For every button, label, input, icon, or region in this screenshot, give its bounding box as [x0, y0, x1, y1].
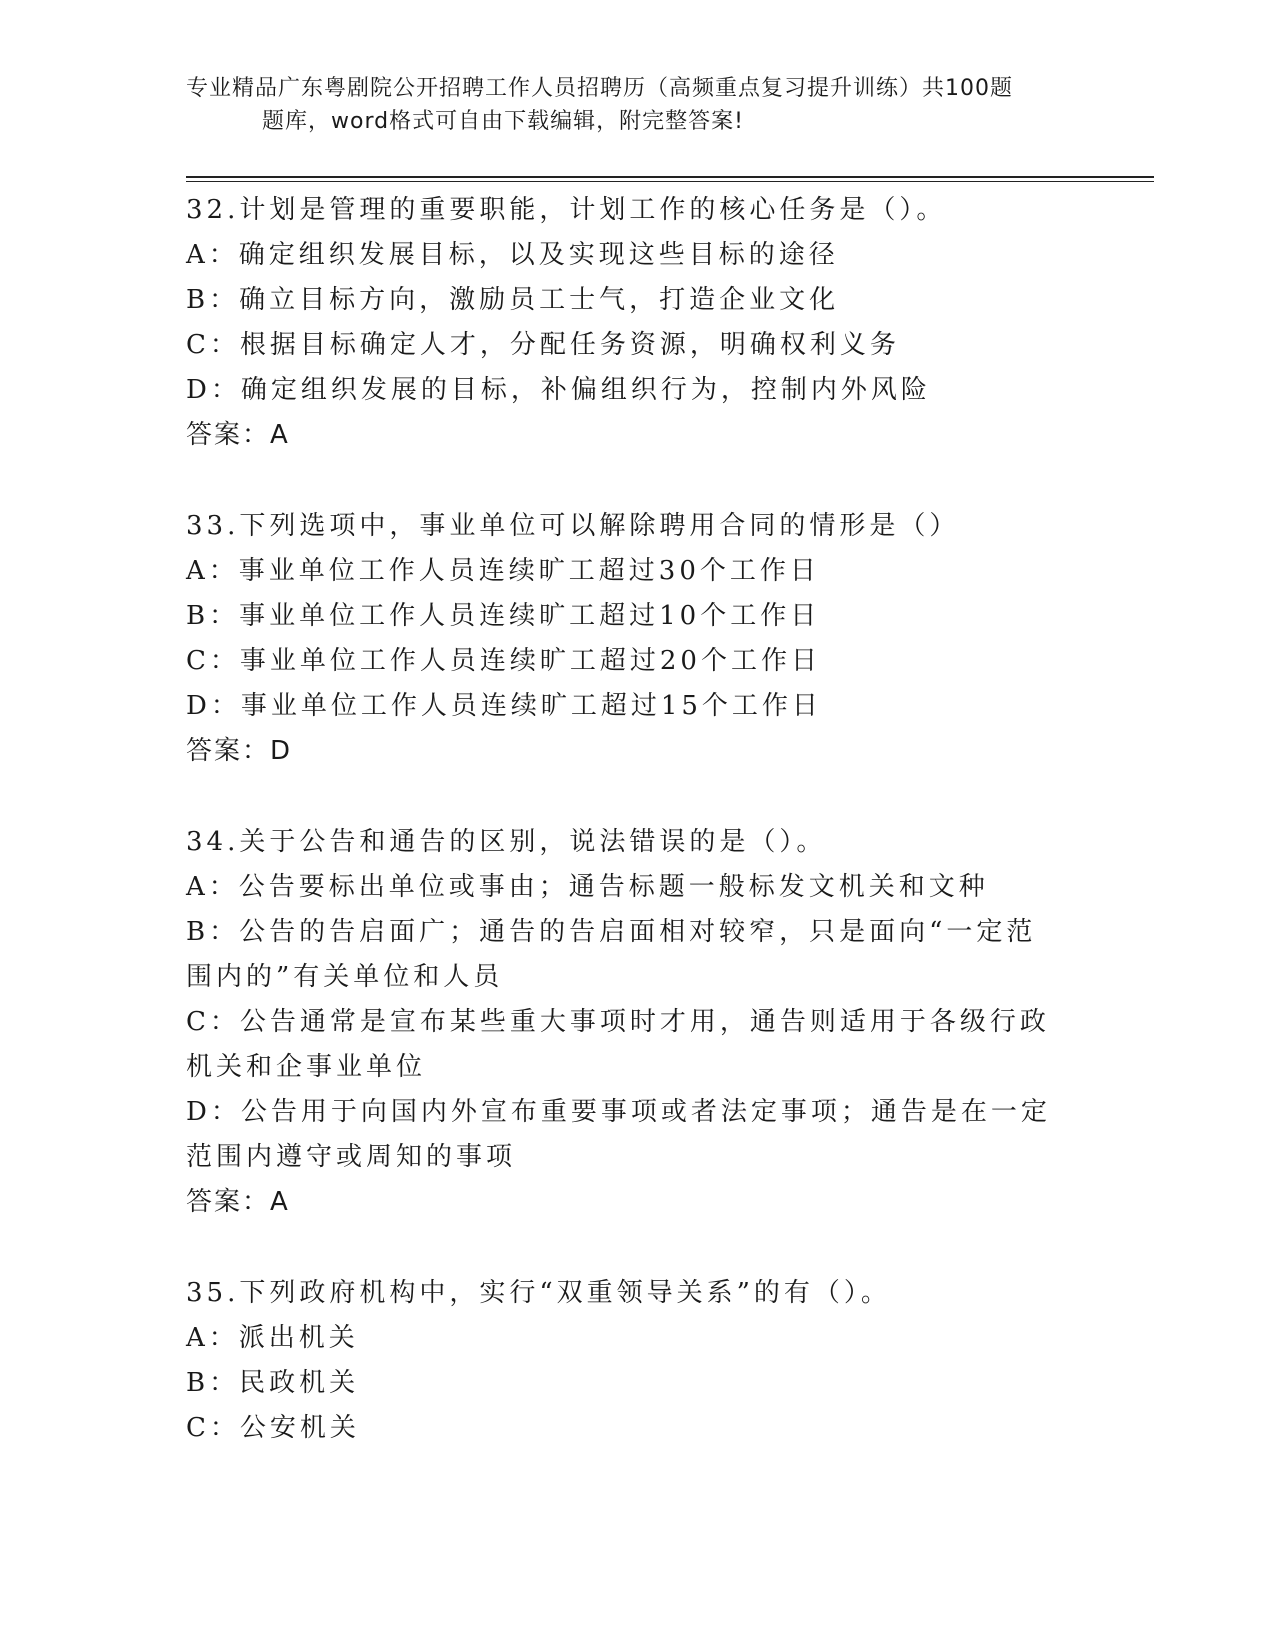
option-c: C：事业单位工作人员连续旷工超过20个工作日: [186, 646, 821, 676]
option-d: D：事业单位工作人员连续旷工超过15个工作日: [186, 691, 822, 721]
option-b: B：事业单位工作人员连续旷工超过10个工作日: [186, 601, 821, 631]
question-title: 33.下列选项中，事业单位可以解除聘用合同的情形是（）: [186, 511, 960, 541]
option-c: C：根据目标确定人才，分配任务资源，明确权利义务: [186, 330, 900, 360]
question-35: [186, 1271, 1066, 1451]
header-divider-thick: [186, 176, 1154, 178]
option-c: C：公安机关: [186, 1413, 360, 1443]
option-c: C：公告通常是宣布某些重大事项时才用，通告则适用于各级行政机关和企事业单位: [186, 1007, 1050, 1082]
option-d: D：确定组织发展的目标，补偏组织行为，控制内外风险: [186, 375, 931, 405]
option-a: A：确定组织发展目标，以及实现这些目标的途径: [186, 240, 839, 270]
question-33: [186, 504, 1066, 774]
header-line-1: 专业精品广东粤剧院公开招聘工作人员招聘历（高频重点复习提升训练）共100题: [186, 76, 1013, 101]
question-list: [186, 188, 1066, 1497]
question-title: 34.关于公告和通告的区别，说法错误的是（）。: [186, 827, 827, 857]
document-header: [186, 72, 1106, 138]
answer: 答案：D: [186, 736, 293, 766]
option-d: D：公告用于向国内外宣布重要事项或者法定事项；通告是在一定范围内遵守或周知的事项: [186, 1097, 1051, 1172]
option-b: B：民政机关: [186, 1368, 360, 1398]
option-b: B：确立目标方向，激励员工士气，打造企业文化: [186, 285, 840, 315]
answer: 答案：A: [186, 1187, 290, 1217]
question-34: [186, 820, 1066, 1225]
option-a: A：公告要标出单位或事由；通告标题一般标发文机关和文种: [186, 872, 989, 902]
answer: 答案：A: [186, 420, 290, 450]
question-title: 32.计划是管理的重要职能，计划工作的核心任务是（）。: [186, 195, 947, 225]
option-a: A：事业单位工作人员连续旷工超过30个工作日: [186, 556, 820, 586]
header-line-2: 题库，word格式可自由下载编辑，附完整答案!: [262, 109, 744, 134]
option-a: A：派出机关: [186, 1323, 359, 1353]
header-divider-thin: [186, 181, 1154, 182]
question-32: [186, 188, 1066, 458]
question-title: 35.下列政府机构中，实行“双重领导关系”的有（）。: [186, 1278, 891, 1308]
option-b: B：公告的告启面广；通告的告启面相对较窄，只是面向“一定范围内的”有关单位和人员: [186, 917, 1037, 992]
